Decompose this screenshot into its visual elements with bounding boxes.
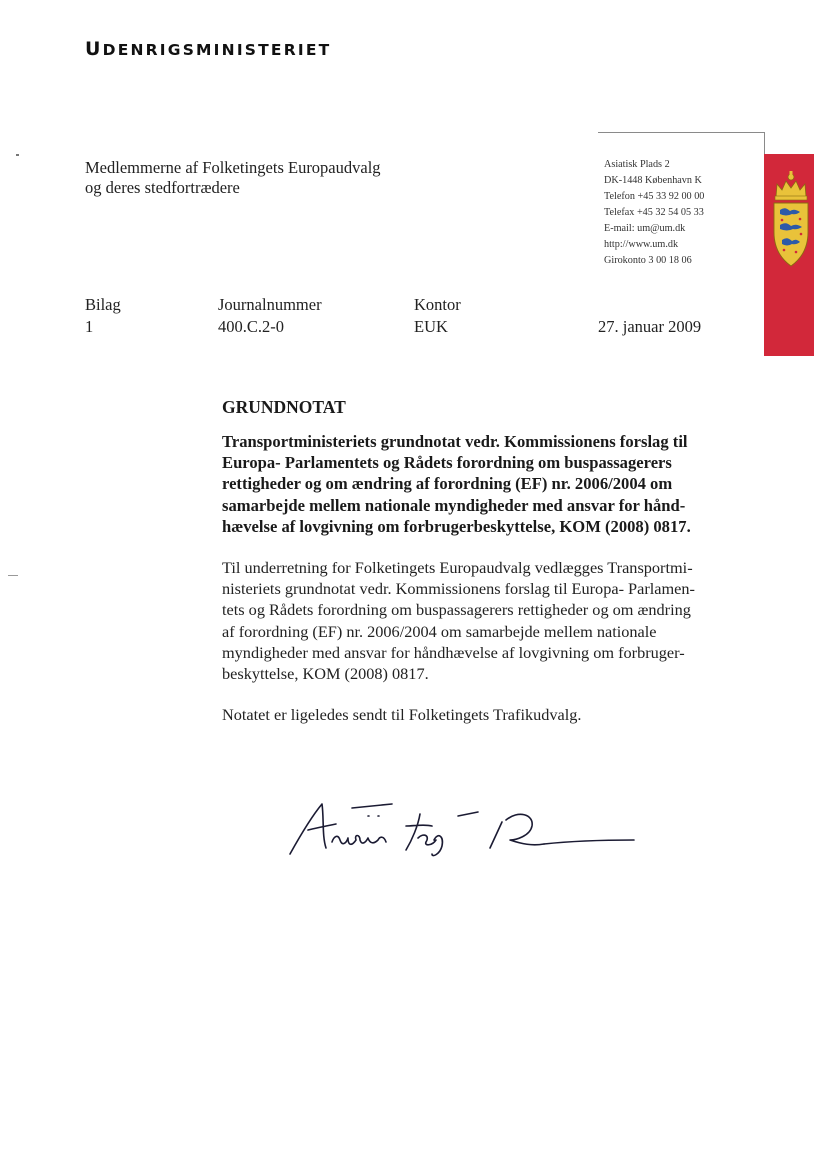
document-date: 27. januar 2009 <box>598 317 702 336</box>
bilag-value: 1 <box>85 317 94 336</box>
body-paragraph-2: Notatet er ligeledes sendt til Folketingets Trafikudvalg. <box>222 705 582 724</box>
address-phone: Telefon +45 33 92 00 00 <box>604 191 705 202</box>
coat-of-arms-icon <box>772 170 810 268</box>
address-rule-vertical <box>764 132 765 156</box>
body-paragraph <box>222 557 742 684</box>
subject-line: Europa- Parlamentets og Rådets forordning om buspassagerers <box>222 453 672 473</box>
ministry-name: UDENRIGSMINISTERIET <box>85 38 332 60</box>
address-block <box>604 157 704 269</box>
paragraph-line: beskyttelse, KOM (2008) 0817. <box>222 664 429 684</box>
margin-mark <box>16 154 19 156</box>
journal-value: 400.C.2-0 <box>218 317 284 336</box>
subject-line: rettigheder og om ændring af forordning (EF) nr. 2006/2004 om <box>222 474 673 494</box>
document-title: GRUNDNOTAT <box>222 397 346 417</box>
paragraph-line: af forordning (EF) nr. 2006/2004 om samarbejde mellem nationale <box>222 621 657 641</box>
recipient-block <box>85 158 381 198</box>
address-email: E-mail: um@um.dk <box>604 223 686 234</box>
subject-line: hævelse af lovgivning om forbrugerbeskyttelse, KOM (2008) 0817. <box>222 516 691 536</box>
paragraph-line: tets og Rådets forordning om buspassagerers rettigheder og om ændring <box>222 600 691 620</box>
address-web: http://www.um.dk <box>604 239 679 250</box>
kontor-value: EUK <box>414 317 448 336</box>
address-street: Asiatisk Plads 2 <box>604 159 670 170</box>
kontor-label: Kontor <box>414 295 461 314</box>
recipient-line: og deres stedfortrædere <box>85 178 240 197</box>
paragraph-line: Til underretning for Folketingets Europaudvalg vedlægges Transportmi- <box>222 558 693 577</box>
subject-block <box>222 431 742 537</box>
bilag-label: Bilag <box>85 295 121 314</box>
address-giro: Girokonto 3 00 18 06 <box>604 255 692 266</box>
journal-label: Journalnummer <box>218 295 322 314</box>
address-postal: DK-1448 København K <box>604 175 702 186</box>
subject-line: Transportministeriets grundnotat vedr. Kommissionens forslag til <box>222 432 688 451</box>
address-rule <box>598 132 764 133</box>
signature <box>282 796 642 866</box>
subject-line: samarbejde mellem nationale myndigheder med ansvar for hånd- <box>222 495 686 515</box>
address-fax: Telefax +45 32 54 05 33 <box>604 207 704 218</box>
fold-mark <box>8 575 18 576</box>
paragraph-line: myndigheder med ansvar for håndhævelse af lovgivning om forbruger- <box>222 642 685 662</box>
paragraph-line: nisteriets grundnotat vedr. Kommissionens forslag til Europa- Parlamen- <box>222 579 695 599</box>
recipient-line: Medlemmerne af Folketingets Europaudvalg <box>85 158 381 177</box>
